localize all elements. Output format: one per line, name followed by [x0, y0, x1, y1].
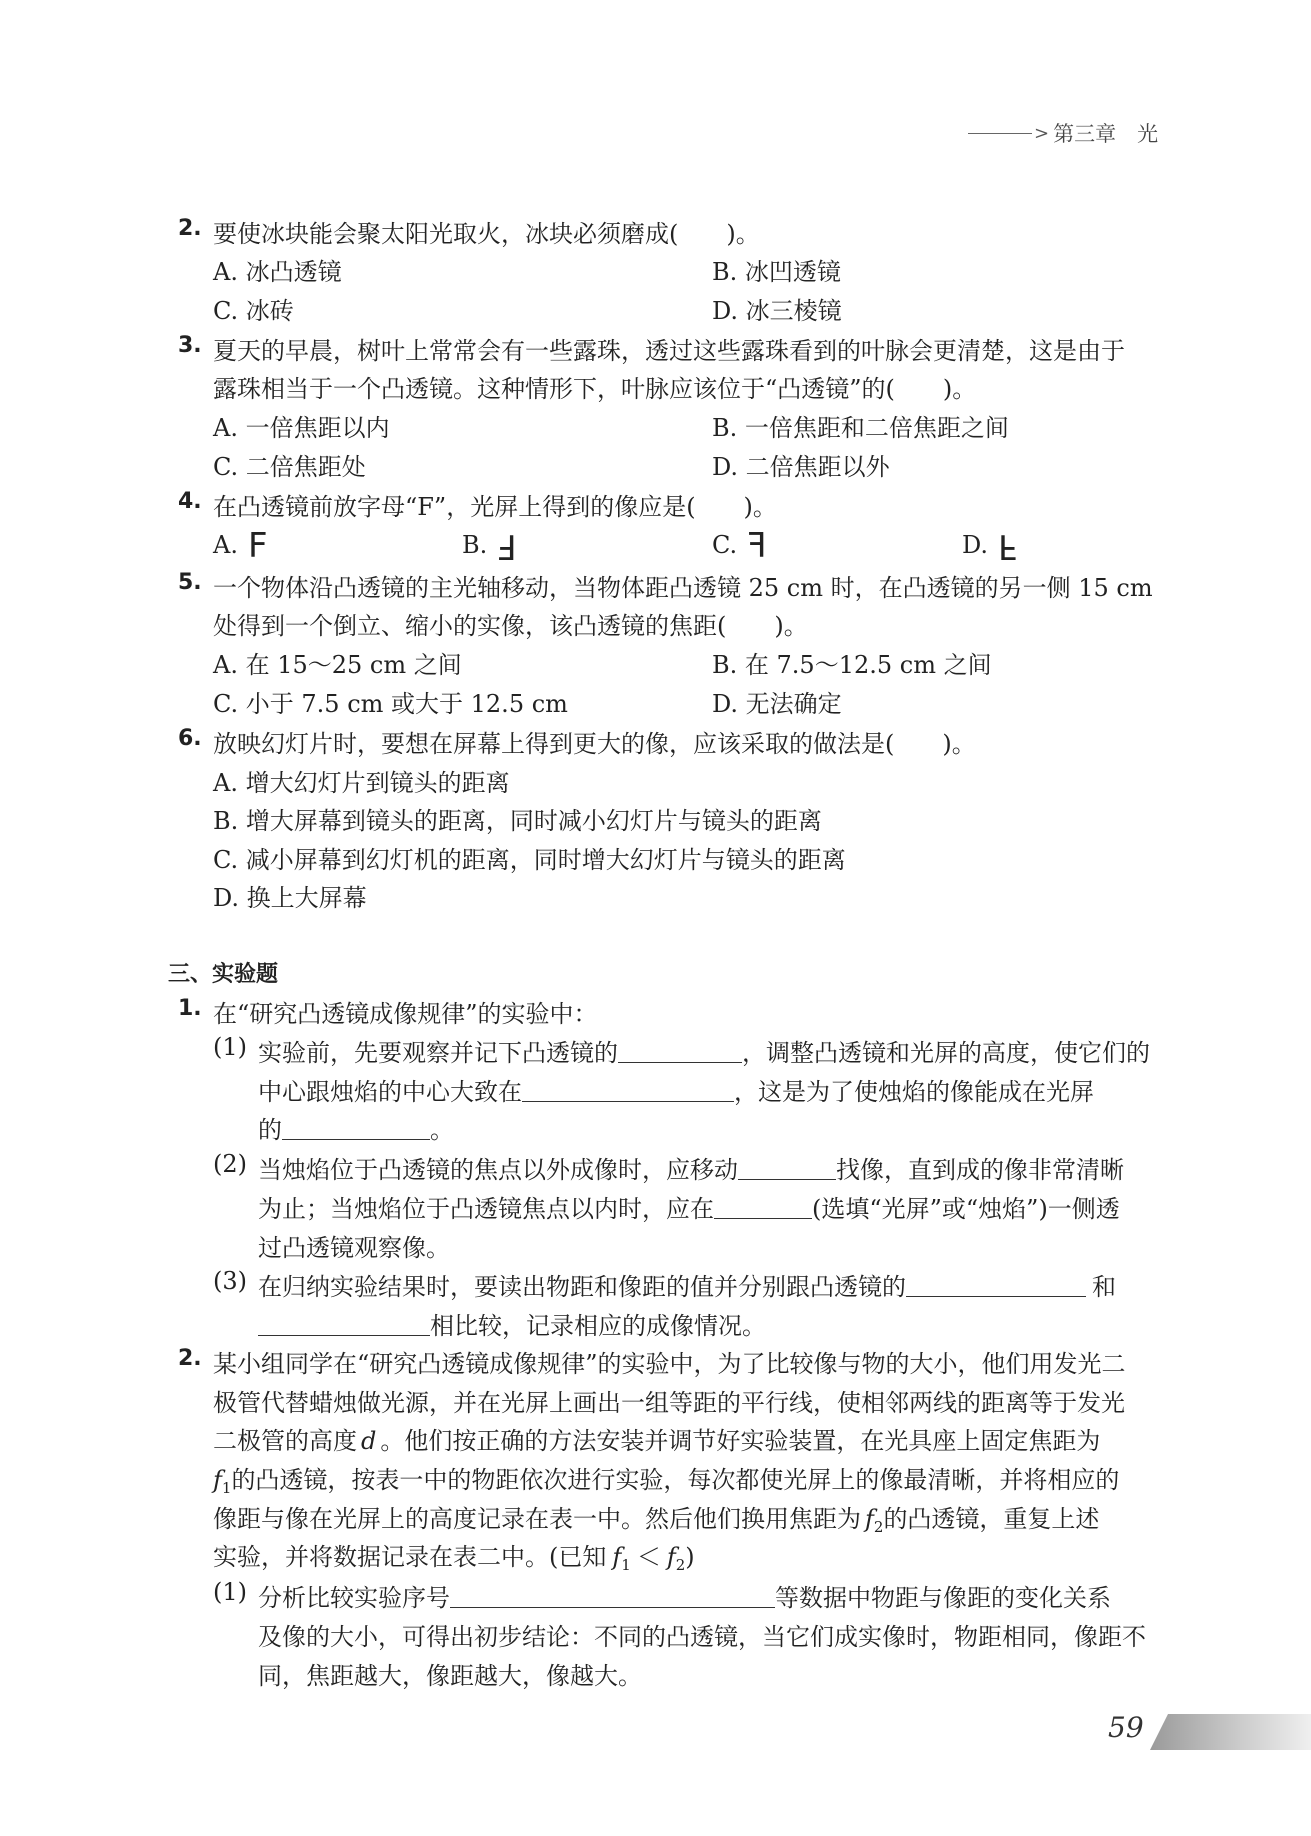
subscript: 1 — [621, 1556, 631, 1574]
question-text-line: 某小组同学在“研究凸透镜成像规律”的实验中，为了比较像与物的大小，他们用发光二 — [213, 1350, 1126, 1378]
option-label: B. — [462, 531, 488, 559]
option-a: A. 在 15～25 cm 之间 — [213, 651, 462, 679]
subquestion-line: 同，焦距越大，像距越大，像越大。 — [258, 1662, 642, 1690]
text-segment: 的 — [258, 1116, 282, 1144]
question-number: 2. — [178, 1346, 202, 1371]
option-c — [712, 526, 767, 566]
option-d: D. 无法确定 — [712, 690, 842, 718]
letter-f-upright: F — [247, 526, 268, 566]
question-text: 在凸透镜前放字母“F”，光屏上得到的像应是( )。 — [213, 493, 777, 521]
text-segment: 实验前，先要观察并记下凸透镜的 — [258, 1039, 618, 1067]
option-a: A. 冰凸透镜 — [213, 258, 342, 286]
subquestion-line — [258, 1033, 1150, 1068]
text-segment: 像距与像在光屏上的高度记录在表一中。然后他们换用焦距为 — [213, 1505, 861, 1533]
answer-blank[interactable] — [714, 1196, 812, 1219]
letter-f-rotated: F — [497, 526, 517, 566]
text-segment: 等数据中物距与像距的变化关系 — [775, 1584, 1111, 1612]
question-text-line — [213, 1421, 1100, 1456]
question-text-line: 露珠相当于一个凸透镜。这种情形下，叶脉应该位于“凸透镜”的( )。 — [213, 375, 977, 403]
text-segment: 实验，并将数据记录在表二中。(已知 — [213, 1543, 607, 1571]
subquestion-line — [258, 1306, 766, 1341]
subquestion-line — [258, 1072, 1094, 1107]
subscript: 2 — [873, 1518, 884, 1536]
option-c: C. 冰砖 — [213, 297, 294, 325]
text-segment: ) — [685, 1543, 695, 1571]
question-text-line — [213, 1460, 1119, 1497]
text-segment: 中心跟烛焰的中心大致在 — [258, 1078, 522, 1106]
subscript: 1 — [221, 1479, 232, 1497]
question-text-line — [213, 1537, 695, 1574]
text-segment: (选填“光屏”或“烛焰”)一侧透 — [812, 1195, 1120, 1223]
text-segment: 。 — [430, 1116, 454, 1144]
answer-blank[interactable] — [282, 1117, 430, 1140]
subquestion-line: 过凸透镜观察像。 — [258, 1234, 450, 1262]
option-b: B. 在 7.5～12.5 cm 之间 — [712, 651, 992, 679]
text-segment: 为止；当烛焰位于凸透镜焦点以内时，应在 — [258, 1195, 714, 1223]
answer-blank[interactable] — [618, 1040, 742, 1063]
page-number-bar — [1150, 1714, 1311, 1750]
option-a: A. 一倍焦距以内 — [213, 414, 390, 442]
question-text: 在“研究凸透镜成像规律”的实验中： — [213, 1000, 598, 1028]
subquestion-line — [258, 1267, 1116, 1302]
question-text-line: 夏天的早晨，树叶上常常会有一些露珠，透过这些露珠看到的叶脉会更清楚，这是由于 — [213, 337, 1125, 365]
question-text: 放映幻灯片时，要想在屏幕上得到更大的像，应该采取的做法是( )。 — [213, 730, 976, 758]
section-title: 三、实验题 — [168, 962, 279, 987]
variable-f: f — [666, 1543, 676, 1571]
option-label: C. — [712, 531, 738, 559]
text-segment: 和 — [1092, 1273, 1116, 1301]
text-segment: 二极管的高度 — [213, 1427, 357, 1455]
answer-blank[interactable] — [738, 1157, 836, 1180]
question-number: 3. — [178, 333, 202, 358]
answer-blank[interactable] — [450, 1585, 775, 1608]
option-b: B. 冰凹透镜 — [712, 258, 841, 286]
question-number: 1. — [178, 996, 202, 1021]
text-segment: ，调整凸透镜和光屏的高度，使它们的 — [742, 1039, 1150, 1067]
subquestion-label: (1) — [213, 1033, 247, 1061]
text-segment: 的凸透镜，按表一中的物距依次进行实验，每次都使光屏上的像最清晰，并将相应的 — [231, 1466, 1120, 1494]
variable-f: f — [865, 1505, 874, 1533]
text-segment: 找像，直到成的像非常清晰 — [836, 1156, 1124, 1184]
option-d — [962, 526, 1018, 566]
answer-blank[interactable] — [906, 1274, 1086, 1297]
option-a: A. 增大幻灯片到镜头的距离 — [213, 769, 510, 797]
question-number: 5. — [178, 570, 202, 595]
subquestion-label: (2) — [213, 1150, 247, 1178]
subquestion-line — [258, 1578, 1111, 1613]
question-number: 2. — [178, 216, 202, 241]
question-text-line: 一个物体沿凸透镜的主光轴移动，当物体距凸透镜 25 cm 时，在凸透镜的另一侧 15 cm — [213, 574, 1153, 602]
subquestion-line — [258, 1110, 454, 1145]
chevron-right-icon: > — [1034, 122, 1050, 144]
option-label: A. — [213, 531, 238, 559]
subquestion-line — [258, 1189, 1120, 1224]
letter-f-mirrored: F — [747, 526, 767, 566]
text-segment: 。他们按正确的方法安装并调节好实验装置，在光具座上固定焦距为 — [380, 1427, 1101, 1455]
less-than: ＜ — [636, 1543, 661, 1571]
subscript: 2 — [675, 1556, 686, 1574]
question-text-line: 极管代替蜡烛做光源，并在光屏上画出一组等距的平行线，使相邻两线的距离等于发光 — [213, 1389, 1125, 1417]
chapter-header — [968, 118, 1158, 148]
text-segment: 当烛焰位于凸透镜的焦点以外成像时，应移动 — [258, 1156, 738, 1184]
option-b — [462, 526, 517, 566]
header-rule — [968, 133, 1032, 134]
option-c: C. 二倍焦距处 — [213, 453, 366, 481]
variable-f: f — [612, 1543, 622, 1571]
question-text-line — [213, 1499, 1099, 1536]
question-number: 4. — [178, 489, 202, 514]
variable-d: d — [361, 1427, 377, 1455]
text-segment: 相比较，记录相应的成像情况。 — [430, 1312, 766, 1340]
text-segment: 分析比较实验序号 — [258, 1584, 450, 1612]
subquestion-line: 及像的大小，可得出初步结论：不同的凸透镜，当它们成实像时，物距相同，像距不 — [258, 1623, 1146, 1651]
option-d: D. 冰三棱镜 — [712, 297, 842, 325]
question-text: 要使冰块能会聚太阳光取火，冰块必须磨成( )。 — [213, 220, 760, 248]
chapter-title: 第三章 光 — [1053, 122, 1159, 146]
subquestion-line — [258, 1150, 1124, 1185]
question-number: 6. — [178, 726, 202, 751]
option-b: B. 增大屏幕到镜头的距离，同时减小幻灯片与镜头的距离 — [213, 807, 822, 835]
text-segment: 的凸透镜，重复上述 — [883, 1505, 1100, 1533]
text-segment: ，这是为了使烛焰的像能成在光屏 — [734, 1078, 1094, 1106]
option-c: C. 小于 7.5 cm 或大于 12.5 cm — [213, 690, 568, 718]
option-c: C. 减小屏幕到幻灯机的距离，同时增大幻灯片与镜头的距离 — [213, 846, 846, 874]
answer-blank[interactable] — [258, 1313, 430, 1336]
option-b: B. 一倍焦距和二倍焦距之间 — [712, 414, 1009, 442]
subquestion-label: (1) — [213, 1578, 247, 1606]
option-d: D. 换上大屏幕 — [213, 884, 367, 912]
answer-blank[interactable] — [522, 1079, 734, 1102]
variable-f: f — [213, 1466, 222, 1494]
option-a — [213, 526, 268, 566]
option-label: D. — [962, 531, 989, 559]
option-d: D. 二倍焦距以外 — [712, 453, 890, 481]
question-text-line: 处得到一个倒立、缩小的实像，该凸透镜的焦距( )。 — [213, 612, 808, 640]
text-segment: 在归纳实验结果时，要读出物距和像距的值并分别跟凸透镜的 — [258, 1273, 906, 1301]
letter-f-flipped: F — [998, 526, 1018, 566]
subquestion-label: (3) — [213, 1267, 247, 1295]
page-number: 59 — [1108, 1711, 1144, 1744]
